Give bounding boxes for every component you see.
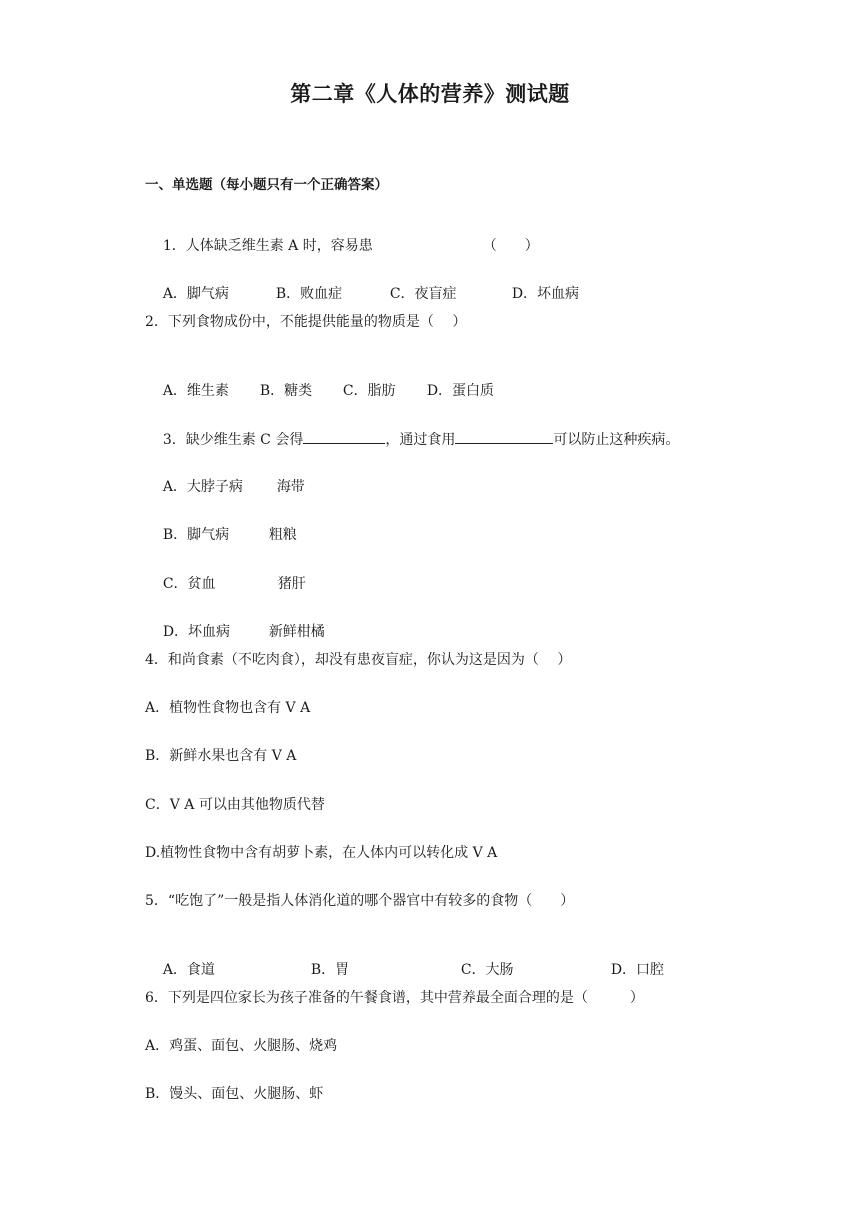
option-food: 新鲜柑橘 [268, 624, 325, 640]
option-b: B．胃 [310, 962, 350, 978]
question-2-stem: 2．下列食物成份中，不能提供能量的物质是（ ） [145, 314, 467, 330]
question-4-option-a: A．植物性食物也含有 V A [145, 700, 311, 716]
question-stem-part: 可以防止这种疾病。 [553, 432, 680, 448]
page-title: 第二章《人体的营养》测试题 [290, 82, 570, 106]
fill-blank-1[interactable] [303, 429, 385, 444]
question-stem: 1．人体缺乏维生素 A 时，容易患 [162, 238, 373, 254]
option-a: A．维生素 [162, 383, 229, 399]
option-c: C．大肠 [460, 962, 514, 978]
option-d: D．蛋白质 [426, 383, 495, 399]
option-label: C．贫血 [162, 576, 216, 592]
option-food: 粗粮 [268, 527, 297, 543]
section-heading: 一、单选题（每小题只有一个正确答案） [145, 177, 388, 193]
question-4-option-d: D.植物性食物中含有胡萝卜素，在人体内可以转化成 V A [145, 845, 498, 861]
option-d: D．口腔 [610, 962, 665, 978]
option-label: A．大脖子病 [162, 479, 243, 495]
option-c: C．脂肪 [342, 383, 396, 399]
question-stem-part: ，通过食用 [385, 432, 456, 448]
option-food: 猪肝 [277, 576, 306, 592]
question-5-stem: 5．“吃饱了”一般是指人体消化道的哪个器官中有较多的食物（ ） [145, 893, 575, 909]
question-4-option-b: B．新鲜水果也含有 V A [145, 748, 297, 764]
question-stem-part: 3．缺少维生素 C 会得 [162, 432, 304, 448]
fill-blank-2[interactable] [455, 429, 553, 444]
option-a: A．食道 [162, 962, 215, 978]
option-b: B．糖类 [259, 383, 313, 399]
option-label: B．脚气病 [162, 527, 230, 543]
option-a: A．脚气病 [162, 286, 229, 302]
answer-parenthesis: （ ） [482, 238, 539, 254]
question-6-stem: 6．下列是四位家长为孩子准备的午餐食谱，其中营养最全面合理的是（ ） [145, 990, 644, 1006]
option-d: D．坏血病 [511, 286, 580, 302]
question-4-stem: 4．和尚食素（不吃肉食），却没有患夜盲症，你认为这是因为（ ） [145, 652, 572, 668]
option-c: C．夜盲症 [389, 286, 457, 302]
question-4-option-c: C．V A 可以由其他物质代替 [145, 797, 325, 813]
question-6-option-b: B．馒头、面包、火腿肠、虾 [145, 1086, 324, 1102]
option-food: 海带 [276, 479, 305, 495]
question-6-option-a: A．鸡蛋、面包、火腿肠、烧鸡 [145, 1038, 338, 1054]
option-label: D．坏血病 [162, 624, 231, 640]
option-b: B．败血症 [275, 286, 343, 302]
